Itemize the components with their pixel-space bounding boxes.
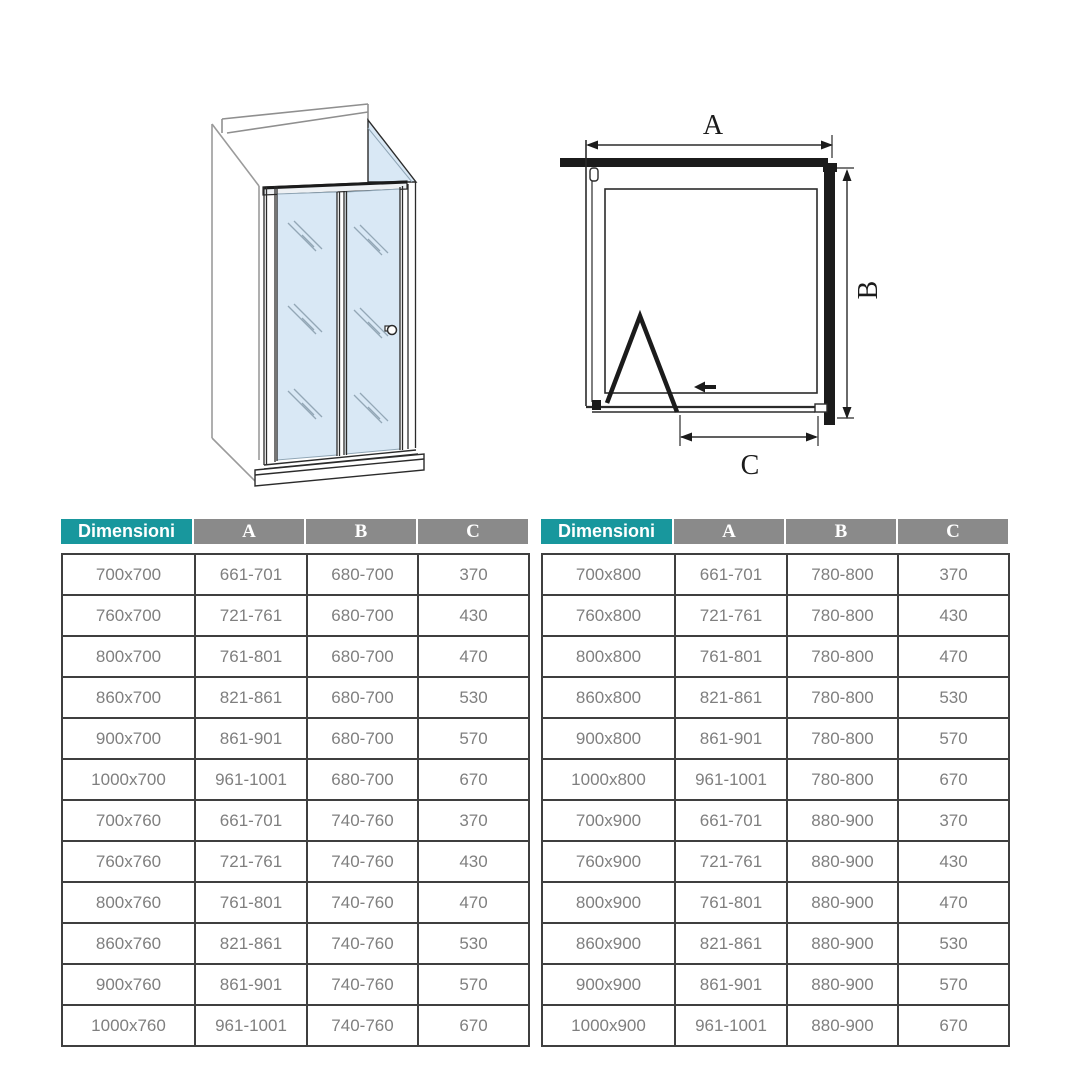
- table-header-row: [61, 519, 528, 544]
- cell-c: 370: [418, 800, 529, 841]
- dimension-a: [586, 110, 833, 158]
- cell-dimension: 1000x700: [62, 759, 195, 800]
- cell-b: 880-900: [787, 841, 898, 882]
- cell-a: 861-901: [675, 718, 787, 759]
- header-dimensioni: Dimensioni: [541, 519, 672, 544]
- cell-a: 861-901: [195, 718, 307, 759]
- cell-dimension: 800x800: [542, 636, 675, 677]
- table-row: [542, 677, 1009, 718]
- cell-dimension: 860x800: [542, 677, 675, 718]
- shower-enclosure-3d-diagram: [180, 88, 450, 488]
- cell-c: 470: [418, 882, 529, 923]
- cell-b: 780-800: [787, 759, 898, 800]
- cell-b: 880-900: [787, 1005, 898, 1046]
- table-row: [62, 923, 529, 964]
- cell-dimension: 800x760: [62, 882, 195, 923]
- cell-c: 670: [898, 1005, 1009, 1046]
- cell-dimension: 760x760: [62, 841, 195, 882]
- table-row: [542, 800, 1009, 841]
- cell-dimension: 1000x760: [62, 1005, 195, 1046]
- table-row: [62, 1005, 529, 1046]
- left-wall: [212, 124, 259, 484]
- cell-a: 761-801: [675, 636, 787, 677]
- header-dimensioni: Dimensioni: [61, 519, 192, 544]
- header-col-b: B: [306, 519, 416, 544]
- cell-a: 761-801: [675, 882, 787, 923]
- table-row: [542, 841, 1009, 882]
- cell-b: 780-800: [787, 718, 898, 759]
- cell-dimension: 1000x900: [542, 1005, 675, 1046]
- cell-c: 470: [418, 636, 529, 677]
- top-view-dimension-diagram: [550, 88, 910, 500]
- table-row: [62, 882, 529, 923]
- cell-b: 780-800: [787, 595, 898, 636]
- dim-label-c: C: [740, 450, 760, 481]
- cell-dimension: 900x760: [62, 964, 195, 1005]
- cell-c: 570: [418, 964, 529, 1005]
- cell-b: 740-760: [307, 964, 418, 1005]
- table-row: [542, 718, 1009, 759]
- cell-b: 680-700: [307, 595, 418, 636]
- dimension-c: [680, 415, 818, 481]
- cell-dimension: 900x700: [62, 718, 195, 759]
- folded-door-triangle: [607, 316, 677, 412]
- table-row: [62, 636, 529, 677]
- wall-corner-step: [823, 163, 837, 172]
- track-end-cap: [815, 404, 827, 412]
- cell-b: 880-900: [787, 800, 898, 841]
- cell-dimension: 900x800: [542, 718, 675, 759]
- table-row: [542, 923, 1009, 964]
- header-col-a: A: [674, 519, 784, 544]
- cell-dimension: 700x760: [62, 800, 195, 841]
- cell-b: 740-760: [307, 841, 418, 882]
- cell-b: 740-760: [307, 800, 418, 841]
- cell-dimension: 700x900: [542, 800, 675, 841]
- cell-a: 861-901: [675, 964, 787, 1005]
- cell-b: 880-900: [787, 964, 898, 1005]
- back-wall-rim: [222, 104, 368, 133]
- table-row: [542, 595, 1009, 636]
- cell-a: 961-1001: [675, 1005, 787, 1046]
- cell-dimension: 860x760: [62, 923, 195, 964]
- header-col-b: B: [786, 519, 896, 544]
- table-row: [542, 759, 1009, 800]
- cell-dimension: 760x700: [62, 595, 195, 636]
- cell-dimension: 700x800: [542, 554, 675, 595]
- cell-dimension: 860x700: [62, 677, 195, 718]
- table-row: [62, 964, 529, 1005]
- cell-a: 821-861: [675, 677, 787, 718]
- cell-b: 740-760: [307, 1005, 418, 1046]
- table-row: [62, 718, 529, 759]
- cell-c: 430: [898, 841, 1009, 882]
- open-direction-arrow: [694, 382, 716, 393]
- dimension-b: [837, 168, 884, 419]
- table-row: [542, 882, 1009, 923]
- cell-c: 430: [418, 595, 529, 636]
- cell-c: 670: [418, 1005, 529, 1046]
- cell-dimension: 900x900: [542, 964, 675, 1005]
- cell-c: 370: [418, 554, 529, 595]
- cell-c: 430: [898, 595, 1009, 636]
- cell-c: 570: [898, 718, 1009, 759]
- table-row: [542, 1005, 1009, 1046]
- cell-a: 761-801: [195, 882, 307, 923]
- cell-b: 740-760: [307, 923, 418, 964]
- cell-a: 821-861: [195, 923, 307, 964]
- cell-c: 470: [898, 882, 1009, 923]
- dimension-table-body: [541, 553, 1010, 1047]
- cell-c: 530: [418, 923, 529, 964]
- cell-dimension: 760x800: [542, 595, 675, 636]
- cell-c: 570: [898, 964, 1009, 1005]
- cell-b: 680-700: [307, 677, 418, 718]
- table-row: [62, 677, 529, 718]
- track-corner-block: [592, 400, 601, 410]
- wall-top-bar: [560, 158, 828, 167]
- cell-b: 880-900: [787, 923, 898, 964]
- cell-c: 570: [418, 718, 529, 759]
- cell-c: 370: [898, 554, 1009, 595]
- cell-c: 530: [898, 677, 1009, 718]
- wall-right-bar: [824, 172, 835, 425]
- table-header-row: [541, 519, 1008, 544]
- cell-a: 661-701: [675, 800, 787, 841]
- cell-b: 880-900: [787, 882, 898, 923]
- cell-a: 961-1001: [195, 759, 307, 800]
- cell-b: 680-700: [307, 759, 418, 800]
- table-row: [62, 800, 529, 841]
- cell-c: 530: [418, 677, 529, 718]
- cell-b: 780-800: [787, 636, 898, 677]
- table-row: [62, 841, 529, 882]
- cell-dimension: 760x900: [542, 841, 675, 882]
- dimension-table-body: [61, 553, 530, 1047]
- cell-a: 861-901: [195, 964, 307, 1005]
- cell-b: 780-800: [787, 677, 898, 718]
- cell-b: 740-760: [307, 882, 418, 923]
- cell-a: 661-701: [195, 554, 307, 595]
- dim-label-b: B: [853, 280, 884, 300]
- cell-dimension: 860x900: [542, 923, 675, 964]
- cell-a: 661-701: [675, 554, 787, 595]
- cell-dimension: 700x700: [62, 554, 195, 595]
- cell-a: 721-761: [675, 841, 787, 882]
- cell-c: 670: [418, 759, 529, 800]
- cell-dimension: 1000x800: [542, 759, 675, 800]
- dimension-table-depth-800-900: [541, 519, 1008, 1047]
- table-row: [542, 554, 1009, 595]
- cell-b: 680-700: [307, 718, 418, 759]
- cell-a: 821-861: [195, 677, 307, 718]
- side-glass-panel: [368, 120, 416, 182]
- header-col-c: C: [898, 519, 1008, 544]
- cell-dimension: 800x700: [62, 636, 195, 677]
- cell-a: 721-761: [195, 595, 307, 636]
- table-row: [542, 636, 1009, 677]
- cell-c: 470: [898, 636, 1009, 677]
- table-row: [62, 554, 529, 595]
- cell-b: 680-700: [307, 636, 418, 677]
- cell-a: 661-701: [195, 800, 307, 841]
- cell-a: 761-801: [195, 636, 307, 677]
- table-row: [542, 964, 1009, 1005]
- table-row: [62, 595, 529, 636]
- cell-a: 721-761: [675, 595, 787, 636]
- dimension-table-depth-700-760: [61, 519, 528, 1047]
- cell-a: 961-1001: [195, 1005, 307, 1046]
- wall-profile-top: [590, 168, 598, 181]
- cell-a: 821-861: [675, 923, 787, 964]
- dim-label-a: A: [702, 110, 724, 141]
- cell-a: 721-761: [195, 841, 307, 882]
- cell-b: 680-700: [307, 554, 418, 595]
- header-col-c: C: [418, 519, 528, 544]
- bifold-door-left-panel: [277, 192, 337, 460]
- cell-a: 961-1001: [675, 759, 787, 800]
- cell-c: 670: [898, 759, 1009, 800]
- cell-c: 370: [898, 800, 1009, 841]
- header-col-a: A: [194, 519, 304, 544]
- cell-c: 430: [418, 841, 529, 882]
- table-row: [62, 759, 529, 800]
- cell-b: 780-800: [787, 554, 898, 595]
- cell-dimension: 800x900: [542, 882, 675, 923]
- cell-c: 530: [898, 923, 1009, 964]
